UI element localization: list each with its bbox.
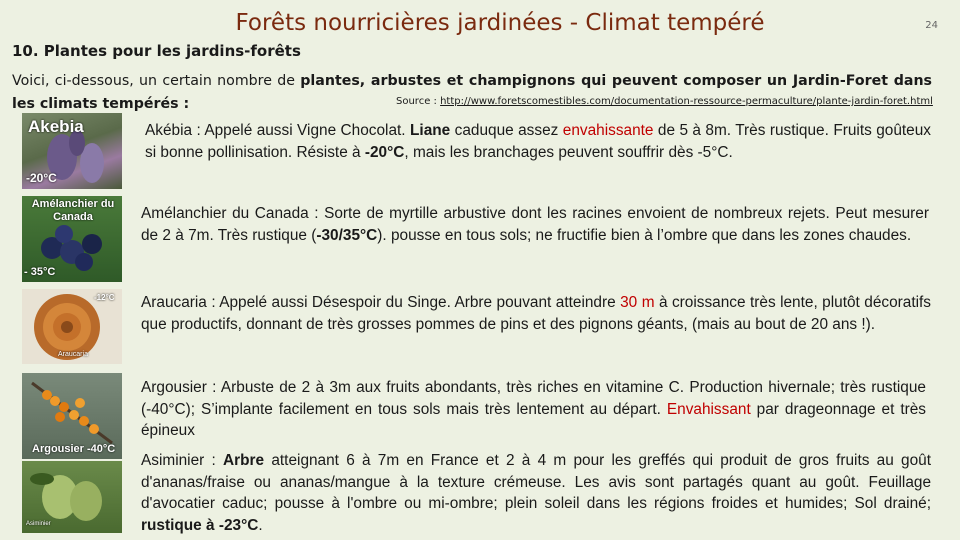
asiminier-bold-1: Arbre xyxy=(223,452,265,469)
argousier-highlight: Envahissant xyxy=(666,400,751,418)
intro-bold-text: plantes, arbustes et champignons qui peuvent composer un Jardin-Foret dans les climats tempérés : xyxy=(12,73,932,112)
akebia-text-4: , mais les branchages peuvent souffrir dès -5°C. xyxy=(404,143,733,161)
intro-paragraph xyxy=(12,70,932,116)
amelanchier-temperature: - 35°C xyxy=(24,266,56,278)
asiminier-description xyxy=(141,450,931,536)
slide-title: Forêts nourricières jardinées - Climat tempéré xyxy=(235,10,765,36)
araucaria-text-1: Araucaria : Appelé aussi Désespoir du Singe. Arbre pouvant atteindre xyxy=(141,294,621,311)
amelanchier-bold-1: -30/35°C xyxy=(316,226,378,244)
argousier-photo xyxy=(22,373,122,459)
amelanchier-text-2: ). pousse en tous sols; ne fructifie bien à l’ombre que dans les zones chaudes. xyxy=(377,226,912,244)
akebia-text-1: Akébia : Appelé aussi Vigne Chocolat. xyxy=(145,122,411,139)
akebia-description xyxy=(145,120,931,163)
asiminier-caption: Asiminier xyxy=(26,521,51,527)
akebia-label: Akebia xyxy=(28,117,84,136)
akebia-bold-2: -20°C xyxy=(364,143,405,161)
akebia-temperature: -20°C xyxy=(26,171,57,185)
asiminier-text-1: Asiminier : xyxy=(141,452,224,469)
page-number: 24 xyxy=(925,20,938,31)
akebia-photo xyxy=(22,113,122,189)
araucaria-temperature: -12°C xyxy=(94,293,115,302)
argousier-description xyxy=(141,377,926,442)
araucaria-description xyxy=(141,292,931,335)
araucaria-photo xyxy=(22,289,122,364)
akebia-bold-1: Liane xyxy=(410,122,451,139)
intro-text: Voici, ci-dessous, un certain nombre de xyxy=(12,73,301,89)
argousier-text-1: Argousier : Arbuste de 2 à 3m aux fruits abondants, très riches en vitamine C. Production hivernale; très rustique (-40°C); S’implante facilement en tous sols mais très lentement au départ. xyxy=(141,379,926,418)
source-line xyxy=(396,96,933,107)
argousier-label: Argousier -40°C xyxy=(32,443,116,455)
amelanchier-text-1: Amélanchier du Canada : Sorte de myrtille arbustive dont les racines envoient de nombreux rejets. Peut mesurer de 2 à 7m. Très rustique ( xyxy=(141,205,929,244)
asiminier-bold-2: rustique à -23°C xyxy=(141,516,259,534)
akebia-text-2: caduque assez xyxy=(450,122,563,139)
amelanchier-photo xyxy=(22,196,122,282)
akebia-text-3: de 5 à 8m. Très rustique. Fruits goûteux si bonne pollinisation. Résiste à xyxy=(145,122,931,161)
araucaria-highlight: 30 m xyxy=(620,294,655,311)
asiminier-text-2: atteignant 6 à 7m en France et 2 à 4 m pour les greffés qui produit de gros fruits au goût d'ananas/fraise ou ananas/mangue à la texture crémeuse. Les avis sont partagés quant au goût. Feuillage d'avocatier caduc; pousse à l'ombre ou mi-ombre; plein soleil dans les régions froides et humides; Sol drainé; xyxy=(141,452,931,512)
section-heading: 10. Plantes pour les jardins-forêts xyxy=(12,42,301,60)
amelanchier-label: Amélanchier du Canada xyxy=(31,198,115,223)
source-link[interactable]: http://www.foretscomestibles.com/documentation-ressource-permaculture/plante-jardin-foret.html xyxy=(440,96,933,107)
source-label: Source : xyxy=(396,96,441,107)
amelanchier-description xyxy=(141,203,929,246)
araucaria-caption: Araucaria xyxy=(58,351,88,358)
asiminier-photo xyxy=(22,461,122,533)
asiminier-text-3: . xyxy=(258,516,263,534)
argousier-text-2: par drageonnage et très épineux xyxy=(141,400,926,439)
araucaria-text-2: à croissance très lente, plutôt décoratifs que productifs, donnant de très grosses pommes de pins et des pignons géants, (mais au bout de 20 ans !). xyxy=(141,294,932,333)
akebia-highlight: envahissante xyxy=(562,122,654,139)
